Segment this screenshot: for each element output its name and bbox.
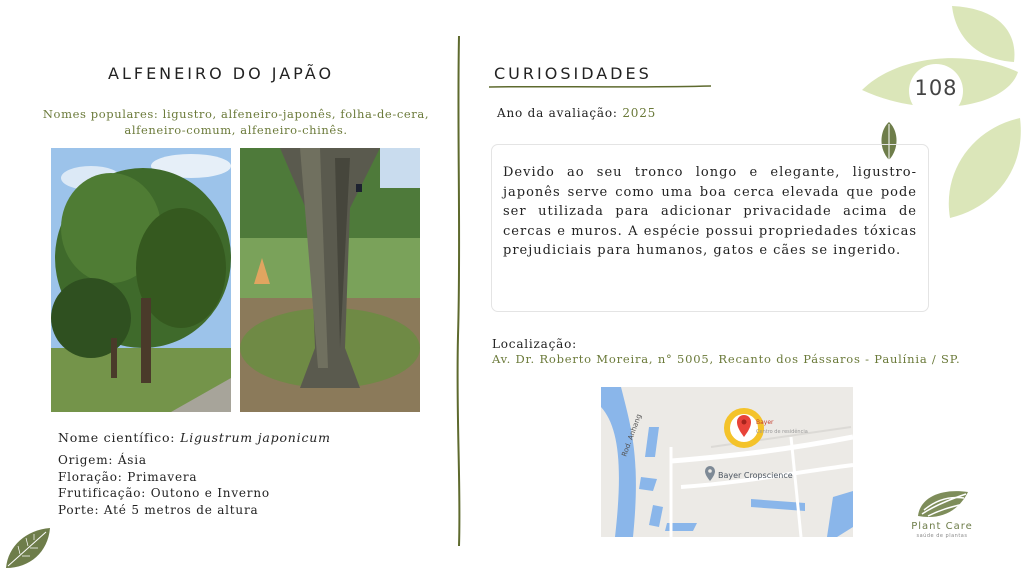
fruiting: Frutificação: Outono e Inverno xyxy=(58,486,270,500)
page-number: 108 xyxy=(914,76,958,100)
flowering: Floração: Primavera xyxy=(58,470,198,484)
origin: Origem: Ásia xyxy=(58,453,147,467)
popular-names: Nomes populares: ligustro, alfeneiro-japonês, folha-de-cera, alfeneiro-comum, alfeneiro-chinês. xyxy=(42,107,430,137)
evaluation-year-label: Ano da avaliação: xyxy=(497,106,623,120)
map-place-label: Bayer Cropscience xyxy=(718,471,793,480)
map-road-label: Rod. Anhang xyxy=(620,413,644,458)
trunk-photo xyxy=(240,148,420,412)
description-text: Devido ao seu tronco longo e elegante, ligustro-japonês serve como uma boa cerca elevada que pode ser utilizada para adicionar privacidade acima de cercas e muros. A espécie possui propriedades tóxicas prejudiciais para humanos, gatos e cães se ingerido. xyxy=(503,165,917,258)
location-address: Av. Dr. Roberto Moreira, n° 5005, Recanto dos Pássaros - Paulínia / SP. xyxy=(492,352,961,366)
corner-leaf-icon xyxy=(2,526,52,572)
tree-size: Porte: Até 5 metros de altura xyxy=(58,503,259,517)
vertical-divider xyxy=(454,36,464,546)
title-underline xyxy=(489,84,711,90)
evaluation-year xyxy=(497,106,656,120)
brand-tagline: saúde de plantas xyxy=(916,533,968,539)
curiosities-title: CURIOSIDADES xyxy=(494,64,652,83)
tree-photo xyxy=(51,148,231,412)
map-pin-label: Bayer xyxy=(756,419,774,426)
species-title: ALFENEIRO DO JAPÃO xyxy=(108,64,335,83)
scientific-name-value: Ligustrum japonicum xyxy=(180,430,331,445)
location-map[interactable] xyxy=(601,387,853,537)
plant-care-logo-icon xyxy=(914,486,970,520)
map-pin-sublabel: Centro de residência xyxy=(756,429,808,435)
brand-name: Plant Care xyxy=(911,521,973,532)
location-label: Localização: xyxy=(492,337,577,351)
evaluation-year-value: 2025 xyxy=(622,106,657,120)
scientific-name xyxy=(58,430,331,445)
description-box xyxy=(491,144,929,312)
scientific-name-label: Nome científico: xyxy=(58,430,181,445)
